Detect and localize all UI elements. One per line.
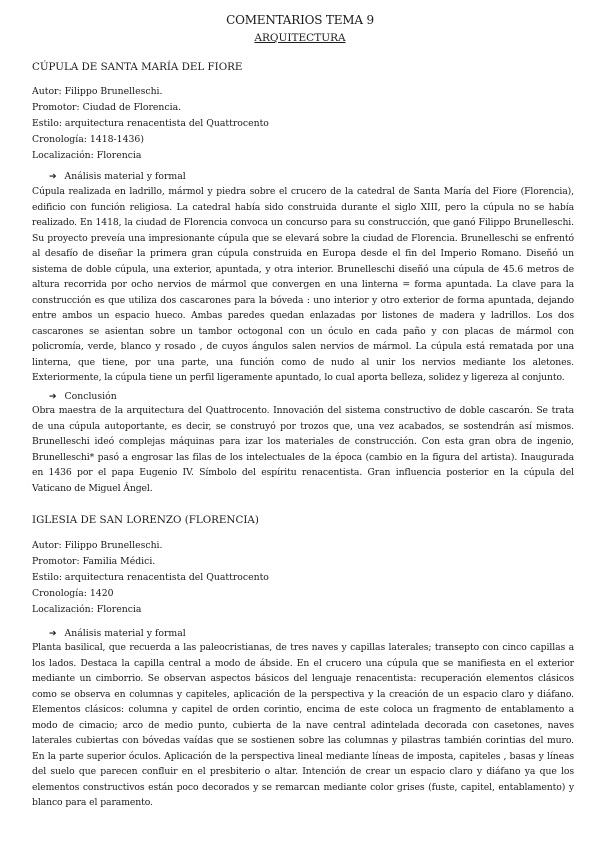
meta-localizacion: Localización: Florencia [32, 604, 142, 615]
arrow-right-icon: ➔ [49, 172, 57, 182]
meta-localizacion: Localización: Florencia [32, 150, 142, 161]
paragraph-analisis-cupula: Cúpula realizada en ladrillo, mármol y piedra sobre el crucero de la catedral de Santa María del Fiore (Florencia), edificio con función religiosa. La catedral había sido construida durante el siglo XIII, pero la cúpula no se había realizado. En 1418, la ciudad de Florencia convoca un concurso para su construcción, que ganó Filippo Brunelleschi. Su proyecto preveía una impresionante cúpula que se elevará sobre la ciudad de Florencia. Brunelleschi se enfrentó al desafío de diseñar la primera gran cúpula construida en Europa desde el fin del Imperio Romano. Diseñó un sistema de doble cúpula, una exterior, apuntada, y otra interior. Brunelleschi diseñó una cúpula de 45.6 metros de altura recorrida por ocho nervios de mármol que convergen en una linterna = forma apuntada. La clave para la construcción es que utiliza dos cascarones para la bóveda : uno interior y otro exterior de forma apuntada, dejando entre ambos un espacio hueco. Ambas paredes quedan enlazadas por listones de madera y ladrillos. Los dos cascarones se asientan sobre un tambor octogonal con un óculo en cada paño y con placas de mármol con policromía, verde, blanco y rosado , de cuyos ángulos salen nervios de mármol. La cúpula está rematada por una linterna, que tiene, por una parte, una función como de nudo al unir los nervios mediante los aletones. Exteriormente, la cúpula tiene un perfil ligeramente apuntado, lo cual aporta belleza, solidez y ligereza al conjunto. [32, 186, 574, 383]
arrow-right-icon: ➔ [49, 392, 57, 402]
meta-promotor: Promotor: Ciudad de Florencia. [32, 102, 182, 113]
meta-autor: Autor: Filippo Brunelleschi. [32, 86, 163, 97]
meta-autor: Autor: Filippo Brunelleschi. [32, 540, 163, 551]
meta-cronologia: Cronología: 1420 [32, 588, 114, 599]
bullet-label: Conclusión [64, 391, 117, 402]
bullet-analisis-san-lorenzo [49, 627, 186, 641]
bullet-conclusion-cupula [49, 390, 117, 404]
meta-estilo: Estilo: arquitectura renacentista del Quattrocento [32, 118, 269, 129]
bullet-label: Análisis material y formal [64, 171, 186, 182]
bullet-analisis-cupula [49, 170, 186, 184]
section-heading-cupula: CÚPULA DE SANTA MARÍA DEL FIORE [32, 61, 243, 73]
section-heading-san-lorenzo: IGLESIA DE SAN LORENZO (FLORENCIA) [32, 514, 259, 526]
section-meta-cupula [32, 84, 269, 164]
document-subtitle: ARQUITECTURA [254, 32, 346, 44]
paragraph-analisis-san-lorenzo: Planta basilical, que recuerda a las paleocristianas, de tres naves y capillas laterales; transepto con cinco capillas a los lados. Destaca la capilla central a modo de ábside. En el crucero una cúpula que se manifiesta en el exterior mediante un cimborrio. Se observan aspectos básicos del lenguaje renacentista: recuperación elementos clásicos como se observa en columnas y capiteles, aplicación de la perspectiva y la creación de un espacio claro y diáfano. Elementos clásicos: columna y capitel de orden corintio, encima de este coloca un fragmento de entablamento a modo de cimacio; arco de medio punto, cubierta de la nave central adintelada decorada con casetones, naves laterales cubiertas con bóvedas vaídas que se sostienen sobre las columnas y pilastras también corintias del muro. En la parte superior óculos. Aplicación de la perspectiva lineal mediante líneas de imposta, capiteles , basas y líneas del suelo que parecen confluir en el presbiterio o altar. Intención de crear un espacio claro y diáfano ya que los elementos constructivos están poco decorados y se remarcan mediante color grises (fuste, capitel, entablamento) y blanco para el paramento. [32, 642, 574, 808]
paragraph-conclusion-cupula: Obra maestra de la arquitectura del Quattrocento. Innovación del sistema constructivo de doble cascarón. Se trata de una cúpula autoportante, es decir, se construyó por trozos que, una vez acabados, se sostendrán así mismos. Brunelleschi ideó complejas máquinas para izar los materiales de construcción. Con esta gran obra de ingenio, Brunelleschi* pasó a engrosar las filas de los intelectuales de la época (cambio en la figura del artista). Inaugurada en 1436 por el papa Eugenio IV. Símbolo del espíritu renacentista. Gran influencia posterior en la cúpula del Vaticano de Miguel Ángel. [32, 405, 574, 494]
document-title: COMENTARIOS TEMA 9 [226, 13, 374, 27]
arrow-right-icon: ➔ [49, 629, 57, 639]
meta-cronologia: Cronología: 1418-1436) [32, 134, 144, 145]
meta-estilo: Estilo: arquitectura renacentista del Quattrocento [32, 572, 269, 583]
meta-promotor: Promotor: Familia Médici. [32, 556, 156, 567]
bullet-label: Análisis material y formal [64, 628, 186, 639]
section-meta-san-lorenzo [32, 538, 269, 618]
